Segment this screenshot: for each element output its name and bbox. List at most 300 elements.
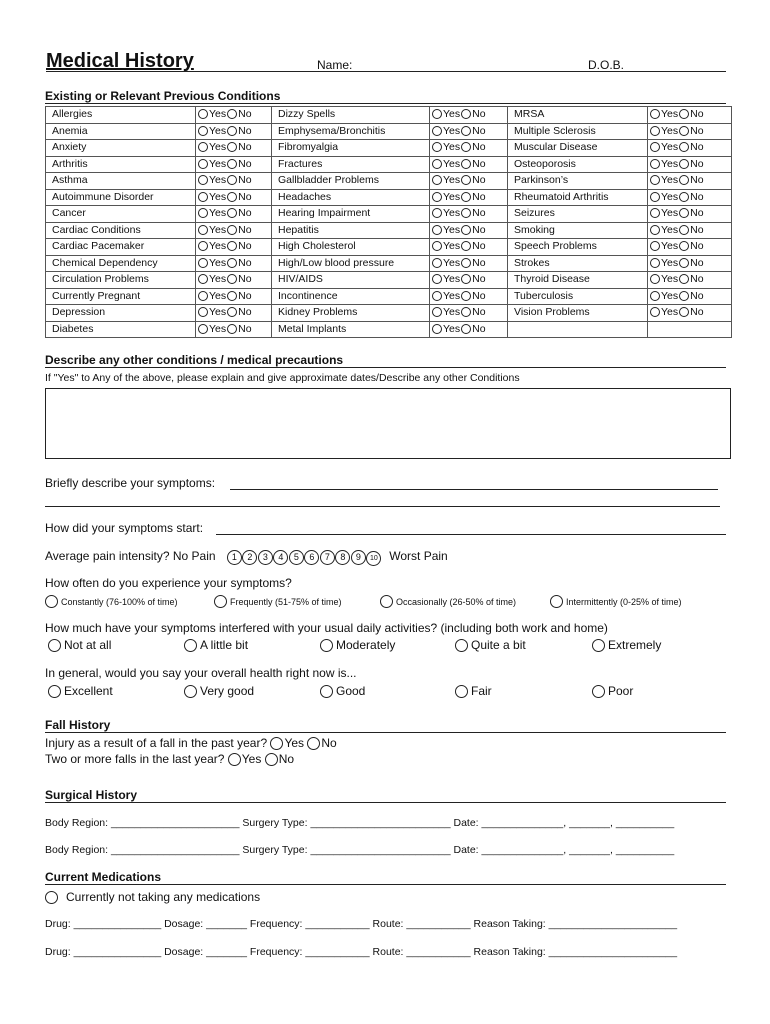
radio-icon[interactable] [650, 192, 660, 202]
yes-option[interactable]: Yes [432, 190, 460, 205]
yes-no-cell [196, 222, 272, 239]
radio-icon[interactable] [184, 685, 197, 698]
yes-no-cell [196, 123, 272, 140]
pain-scale-option[interactable]: 2 [242, 550, 257, 565]
radio-icon[interactable] [198, 208, 208, 218]
no-option[interactable]: No [227, 107, 251, 122]
radio-icon[interactable] [198, 258, 208, 268]
condition-label: Fibromyalgia [272, 140, 430, 157]
condition-label: Dizzy Spells [272, 107, 430, 124]
radio-icon[interactable] [455, 685, 468, 698]
radio-icon[interactable] [227, 126, 237, 136]
radio-icon[interactable] [227, 208, 237, 218]
fall-q1-label: Injury as a result of a fall in the past year? [45, 736, 268, 750]
fall-q2-yes-option[interactable]: Yes [228, 752, 262, 766]
radio-icon[interactable] [432, 225, 442, 235]
yes-no-cell [430, 189, 508, 206]
radio-icon[interactable] [650, 291, 660, 301]
radio-icon[interactable] [320, 639, 333, 652]
surgery-line-1[interactable]: Body Region: ______________________ Surgery Type: ________________________ Date: ______________, _______, __________ [45, 817, 675, 829]
yes-option[interactable]: Yes [198, 157, 226, 172]
condition-label: Headaches [272, 189, 430, 206]
no-option[interactable]: No [461, 305, 485, 320]
name-label: Name: [317, 58, 353, 72]
radio-icon[interactable] [227, 291, 237, 301]
radio-icon[interactable] [198, 109, 208, 119]
radio-icon[interactable] [650, 159, 660, 169]
no-option[interactable]: No [679, 223, 703, 238]
condition-label: Muscular Disease [508, 140, 648, 157]
radio-icon[interactable] [214, 595, 227, 608]
radio-icon[interactable] [679, 241, 689, 251]
yes-no-cell [648, 288, 732, 305]
condition-label: Multiple Sclerosis [508, 123, 648, 140]
radio-icon[interactable] [432, 241, 442, 251]
yes-no-cell [430, 140, 508, 157]
yes-option[interactable]: Yes [650, 157, 678, 172]
yes-no-cell [648, 255, 732, 272]
yes-no-cell [648, 107, 732, 124]
no-option[interactable]: No [227, 206, 251, 221]
no-option[interactable]: No [461, 223, 485, 238]
radio-icon[interactable] [679, 192, 689, 202]
radio-icon[interactable] [227, 159, 237, 169]
yes-no-cell [430, 239, 508, 256]
condition-label: Fractures [272, 156, 430, 173]
radio-icon[interactable] [307, 737, 320, 750]
conditions-table [45, 106, 732, 338]
radio-icon[interactable] [592, 685, 605, 698]
yes-option[interactable]: Yes [198, 190, 226, 205]
radio-icon[interactable] [679, 307, 689, 317]
yes-option[interactable]: Yes [198, 272, 226, 287]
radio-icon[interactable] [198, 307, 208, 317]
describe-symptoms-field-2[interactable] [45, 506, 720, 507]
radio-icon[interactable] [650, 109, 660, 119]
table-row [46, 123, 732, 140]
radio-icon[interactable] [227, 324, 237, 334]
yes-no-cell [430, 222, 508, 239]
radio-icon[interactable] [270, 737, 283, 750]
table-row [46, 321, 732, 338]
drug-line-1[interactable]: Drug: _______________ Dosage: _______ Frequency: ___________ Route: ___________ Reason Taking: ______________________ [45, 918, 678, 930]
no-option[interactable]: No [461, 239, 485, 254]
other-conditions-textarea[interactable] [45, 388, 731, 459]
fall-q1-yes-option[interactable]: Yes [270, 736, 304, 750]
no-option[interactable]: No [461, 157, 485, 172]
no-option[interactable]: No [227, 223, 251, 238]
no-option[interactable]: No [461, 256, 485, 271]
symptoms-start-field[interactable] [216, 534, 726, 535]
radio-icon[interactable] [45, 891, 58, 904]
radio-icon[interactable] [461, 208, 471, 218]
condition-label: Gallbladder Problems [272, 173, 430, 190]
radio-icon[interactable] [227, 258, 237, 268]
no-option[interactable]: No [227, 305, 251, 320]
yes-option[interactable]: Yes [198, 140, 226, 155]
condition-label: Chemical Dependency [46, 255, 196, 272]
radio-icon[interactable] [432, 258, 442, 268]
radio-icon[interactable] [227, 175, 237, 185]
health-option[interactable]: Excellent [48, 684, 113, 698]
radio-icon[interactable] [650, 208, 660, 218]
pain-scale-option[interactable]: 4 [273, 550, 288, 565]
radio-icon[interactable] [461, 159, 471, 169]
name-field[interactable] [355, 71, 585, 72]
radio-icon[interactable] [198, 225, 208, 235]
radio-icon[interactable] [650, 307, 660, 317]
no-option[interactable]: No [461, 272, 485, 287]
radio-icon[interactable] [550, 595, 563, 608]
condition-label: Osteoporosis [508, 156, 648, 173]
condition-label: Speech Problems [508, 239, 648, 256]
condition-label: Cardiac Pacemaker [46, 239, 196, 256]
no-option[interactable]: No [679, 157, 703, 172]
yes-no-cell [648, 321, 732, 338]
conditions-heading: Existing or Relevant Previous Conditions [45, 89, 281, 103]
interfere-option[interactable]: Moderately [320, 638, 395, 652]
table-row [46, 255, 732, 272]
condition-label: Asthma [46, 173, 196, 190]
radio-icon[interactable] [198, 274, 208, 284]
pain-scale-option[interactable]: 5 [289, 550, 304, 565]
describe-symptoms-field[interactable] [230, 489, 718, 490]
radio-icon[interactable] [198, 126, 208, 136]
no-option[interactable]: No [461, 190, 485, 205]
radio-icon[interactable] [198, 175, 208, 185]
radio-icon[interactable] [432, 175, 442, 185]
no-option[interactable]: No [227, 124, 251, 139]
no-option[interactable]: No [679, 289, 703, 304]
yes-option[interactable]: Yes [198, 289, 226, 304]
fall-q2-row [45, 752, 294, 766]
radio-icon[interactable] [650, 225, 660, 235]
yes-option[interactable]: Yes [198, 173, 226, 188]
radio-icon[interactable] [461, 307, 471, 317]
condition-label: Currently Pregnant [46, 288, 196, 305]
table-row [46, 189, 732, 206]
yes-option[interactable]: Yes [432, 322, 460, 337]
dob-field[interactable] [632, 71, 726, 72]
yes-option[interactable]: Yes [198, 322, 226, 337]
fall-heading-rule [45, 732, 726, 733]
radio-icon[interactable] [461, 142, 471, 152]
no-option[interactable]: No [227, 322, 251, 337]
yes-option[interactable]: Yes [650, 272, 678, 287]
pain-scale-option[interactable]: 3 [258, 550, 273, 565]
yes-option[interactable]: Yes [650, 190, 678, 205]
table-row [46, 140, 732, 157]
pain-worst-label: Worst Pain [389, 549, 448, 563]
condition-label: Strokes [508, 255, 648, 272]
no-option[interactable]: No [679, 190, 703, 205]
radio-icon[interactable] [461, 324, 471, 334]
condition-label: Allergies [46, 107, 196, 124]
radio-icon[interactable] [227, 109, 237, 119]
pain-scale-option[interactable]: 8 [335, 550, 350, 565]
radio-icon[interactable] [461, 126, 471, 136]
no-option[interactable]: No [679, 206, 703, 221]
yes-option[interactable]: Yes [650, 140, 678, 155]
pain-intensity-row [45, 549, 448, 566]
condition-label: Hearing Impairment [272, 206, 430, 223]
pain-scale-option[interactable]: 10 [366, 551, 381, 566]
yes-no-cell [196, 321, 272, 338]
yes-no-cell [648, 140, 732, 157]
condition-label: High Cholesterol [272, 239, 430, 256]
radio-icon[interactable] [265, 753, 278, 766]
other-conditions-heading: Describe any other conditions / medical precautions [45, 353, 344, 367]
radio-icon[interactable] [380, 595, 393, 608]
condition-label: Arthritis [46, 156, 196, 173]
yes-option[interactable]: Yes [650, 206, 678, 221]
health-option[interactable]: Poor [592, 684, 633, 698]
yes-no-cell [196, 288, 272, 305]
yes-option[interactable]: Yes [198, 305, 226, 320]
yes-no-cell [430, 156, 508, 173]
radio-icon[interactable] [432, 274, 442, 284]
radio-icon[interactable] [650, 258, 660, 268]
radio-icon[interactable] [227, 241, 237, 251]
radio-icon[interactable] [461, 241, 471, 251]
yes-option[interactable]: Yes [432, 140, 460, 155]
no-option[interactable]: No [679, 305, 703, 320]
health-option[interactable]: Good [320, 684, 365, 698]
health-option[interactable]: Fair [455, 684, 492, 698]
yes-option[interactable]: Yes [198, 107, 226, 122]
yes-no-cell [648, 239, 732, 256]
radio-icon[interactable] [432, 142, 442, 152]
interfere-option[interactable]: Quite a bit [455, 638, 526, 652]
radio-icon[interactable] [461, 291, 471, 301]
yes-option[interactable]: Yes [650, 173, 678, 188]
radio-icon[interactable] [679, 175, 689, 185]
no-option[interactable]: No [227, 239, 251, 254]
radio-icon[interactable] [227, 307, 237, 317]
pain-scale-option[interactable]: 7 [320, 550, 335, 565]
radio-icon[interactable] [679, 274, 689, 284]
condition-label: HIV/AIDS [272, 272, 430, 289]
fall-q1-no-option[interactable]: No [307, 736, 336, 750]
radio-icon[interactable] [432, 307, 442, 317]
no-option[interactable]: No [461, 124, 485, 139]
no-option[interactable]: No [679, 140, 703, 155]
yes-option[interactable]: Yes [432, 272, 460, 287]
no-option[interactable]: No [679, 107, 703, 122]
radio-icon[interactable] [432, 109, 442, 119]
radio-icon[interactable] [198, 159, 208, 169]
radio-icon[interactable] [320, 685, 333, 698]
yes-no-cell [430, 321, 508, 338]
yes-option[interactable]: Yes [432, 107, 460, 122]
yes-option[interactable]: Yes [198, 239, 226, 254]
radio-icon[interactable] [592, 639, 605, 652]
no-option[interactable]: No [227, 272, 251, 287]
yes-no-cell [196, 107, 272, 124]
radio-icon[interactable] [432, 192, 442, 202]
no-option[interactable]: No [679, 124, 703, 139]
pain-scale-option[interactable]: 6 [304, 550, 319, 565]
radio-icon[interactable] [461, 192, 471, 202]
yes-option[interactable]: Yes [432, 157, 460, 172]
yes-option[interactable]: Yes [650, 256, 678, 271]
yes-option[interactable]: Yes [198, 124, 226, 139]
condition-label: Diabetes [46, 321, 196, 338]
condition-label: Parkinson’s [508, 173, 648, 190]
medications-heading: Current Medications [45, 870, 162, 884]
frequency-option[interactable]: Occasionally (26-50% of time) [380, 595, 516, 608]
yes-option[interactable]: Yes [432, 305, 460, 320]
condition-label: Circulation Problems [46, 272, 196, 289]
condition-label: Seizures [508, 206, 648, 223]
frequency-option[interactable]: Constantly (76-100% of time) [45, 595, 178, 608]
radio-icon[interactable] [432, 208, 442, 218]
other-heading-rule [45, 367, 726, 368]
radio-icon[interactable] [461, 109, 471, 119]
radio-icon[interactable] [461, 274, 471, 284]
no-option[interactable]: No [461, 322, 485, 337]
yes-option[interactable]: Yes [650, 124, 678, 139]
radio-icon[interactable] [48, 685, 61, 698]
radio-icon[interactable] [198, 142, 208, 152]
condition-label: Emphysema/Bronchitis [272, 123, 430, 140]
yes-option[interactable]: Yes [650, 239, 678, 254]
radio-icon[interactable] [679, 208, 689, 218]
radio-icon[interactable] [679, 109, 689, 119]
radio-icon[interactable] [227, 274, 237, 284]
interfere-question: How much have your symptoms interfered with your usual daily activities? (including both work and home) [45, 621, 608, 635]
frequency-option[interactable]: Intermittently (0-25% of time) [550, 595, 682, 608]
no-option[interactable]: No [461, 107, 485, 122]
radio-icon[interactable] [432, 126, 442, 136]
radio-icon[interactable] [650, 274, 660, 284]
surgery-line-2[interactable]: Body Region: ______________________ Surgery Type: ________________________ Date: ______________, _______, __________ [45, 844, 675, 856]
yes-no-cell [648, 123, 732, 140]
condition-label: Depression [46, 305, 196, 322]
table-row [46, 239, 732, 256]
radio-icon[interactable] [679, 126, 689, 136]
no-option[interactable]: No [461, 206, 485, 221]
radio-icon[interactable] [679, 142, 689, 152]
radio-icon[interactable] [227, 192, 237, 202]
no-option[interactable]: No [227, 157, 251, 172]
radio-icon[interactable] [679, 225, 689, 235]
yes-no-cell [648, 222, 732, 239]
no-option[interactable]: No [461, 173, 485, 188]
yes-no-cell [430, 123, 508, 140]
yes-option[interactable]: Yes [432, 124, 460, 139]
drug-line-2[interactable]: Drug: _______________ Dosage: _______ Frequency: ___________ Route: ___________ Reason Taking: ______________________ [45, 946, 678, 958]
no-option[interactable]: No [461, 140, 485, 155]
radio-icon[interactable] [650, 241, 660, 251]
yes-option[interactable]: Yes [650, 107, 678, 122]
yes-option[interactable]: Yes [432, 256, 460, 271]
radio-icon[interactable] [198, 192, 208, 202]
yes-option[interactable]: Yes [650, 289, 678, 304]
radio-icon[interactable] [650, 142, 660, 152]
condition-label: High/Low blood pressure [272, 255, 430, 272]
yes-no-cell [648, 206, 732, 223]
pain-scale-option[interactable]: 9 [351, 550, 366, 565]
no-option[interactable]: No [461, 289, 485, 304]
no-option[interactable]: No [227, 173, 251, 188]
yes-no-cell [196, 239, 272, 256]
no-option[interactable]: No [679, 256, 703, 271]
interfere-option[interactable]: Extremely [592, 638, 661, 652]
radio-icon[interactable] [227, 142, 237, 152]
no-option[interactable]: No [227, 256, 251, 271]
yes-option[interactable]: Yes [198, 206, 226, 221]
condition-label: Cardiac Conditions [46, 222, 196, 239]
yes-no-cell [196, 173, 272, 190]
radio-icon[interactable] [198, 324, 208, 334]
table-row [46, 173, 732, 190]
table-row [46, 206, 732, 223]
yes-no-cell [430, 107, 508, 124]
yes-option[interactable]: Yes [432, 289, 460, 304]
radio-icon[interactable] [432, 159, 442, 169]
frequency-option[interactable]: Frequently (51-75% of time) [214, 595, 342, 608]
condition-label: Vision Problems [508, 305, 648, 322]
radio-icon[interactable] [679, 258, 689, 268]
condition-label: Anemia [46, 123, 196, 140]
radio-icon[interactable] [432, 291, 442, 301]
no-option[interactable]: No [227, 289, 251, 304]
yes-option[interactable]: Yes [432, 239, 460, 254]
radio-icon[interactable] [432, 324, 442, 334]
radio-icon[interactable] [227, 225, 237, 235]
conditions-heading-rule [45, 103, 726, 104]
radio-icon[interactable] [650, 175, 660, 185]
no-option[interactable]: No [227, 190, 251, 205]
yes-no-cell [648, 156, 732, 173]
yes-option[interactable]: Yes [432, 206, 460, 221]
yes-no-cell [648, 173, 732, 190]
yes-option[interactable]: Yes [198, 223, 226, 238]
yes-no-cell [430, 255, 508, 272]
radio-icon[interactable] [455, 639, 468, 652]
yes-option[interactable]: Yes [650, 223, 678, 238]
interfere-option[interactable]: A little bit [184, 638, 248, 652]
radio-icon[interactable] [198, 291, 208, 301]
radio-icon[interactable] [461, 225, 471, 235]
pain-scale-option[interactable]: 1 [227, 550, 242, 565]
interfere-option[interactable]: Not at all [48, 638, 111, 652]
radio-icon[interactable] [45, 595, 58, 608]
yes-no-cell [196, 140, 272, 157]
fall-q2-no-option[interactable]: No [265, 752, 294, 766]
radio-icon[interactable] [48, 639, 61, 652]
radio-icon[interactable] [461, 258, 471, 268]
yes-option[interactable]: Yes [650, 305, 678, 320]
no-option[interactable]: No [679, 272, 703, 287]
radio-icon[interactable] [198, 241, 208, 251]
no-option[interactable]: No [679, 173, 703, 188]
yes-option[interactable]: Yes [432, 223, 460, 238]
radio-icon[interactable] [228, 753, 241, 766]
no-option[interactable]: No [227, 140, 251, 155]
yes-option[interactable]: Yes [198, 256, 226, 271]
radio-icon[interactable] [184, 639, 197, 652]
no-option[interactable]: No [679, 239, 703, 254]
radio-icon[interactable] [679, 291, 689, 301]
radio-icon[interactable] [461, 175, 471, 185]
health-option[interactable]: Very good [184, 684, 254, 698]
yes-option[interactable]: Yes [432, 173, 460, 188]
radio-icon[interactable] [650, 126, 660, 136]
no-medications-option[interactable]: Currently not taking any medications [45, 890, 260, 904]
radio-icon[interactable] [679, 159, 689, 169]
